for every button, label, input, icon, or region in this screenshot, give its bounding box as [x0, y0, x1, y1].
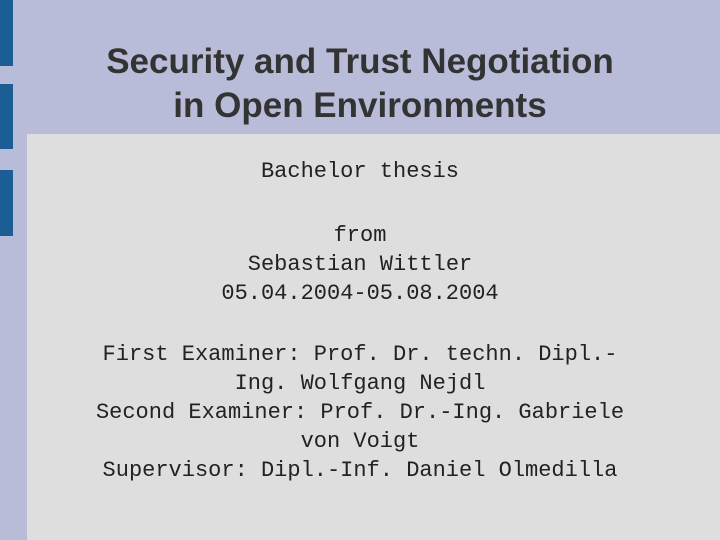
- author-block: [27, 221, 693, 308]
- accent-bar: [0, 170, 13, 236]
- accent-bar: [0, 84, 13, 149]
- subtitle: Bachelor thesis: [260, 159, 460, 184]
- supervisor: Supervisor: Dipl.-Inf. Daniel Olmedilla: [102, 458, 618, 483]
- author-name: Sebastian Wittler: [247, 252, 473, 277]
- title-line-1: Security and Trust Negotiation: [106, 42, 614, 81]
- examiners-block: [27, 340, 693, 485]
- subtitle-block: [27, 157, 693, 186]
- first-examiner-line-1: First Examiner: Prof. Dr. techn. Dipl.-: [102, 342, 618, 367]
- first-examiner-line-2: Ing. Wolfgang Nejdl: [234, 371, 486, 396]
- second-examiner-line-1: Second Examiner: Prof. Dr.-Ing. Gabriele: [95, 400, 625, 425]
- accent-bar: [0, 0, 13, 66]
- content-panel: [27, 134, 720, 540]
- slide-title: [20, 40, 700, 128]
- from-label: from: [333, 223, 387, 248]
- date-range: 05.04.2004-05.08.2004: [221, 281, 499, 306]
- title-line-2: in Open Environments: [173, 86, 547, 125]
- second-examiner-line-2: von Voigt: [300, 429, 420, 454]
